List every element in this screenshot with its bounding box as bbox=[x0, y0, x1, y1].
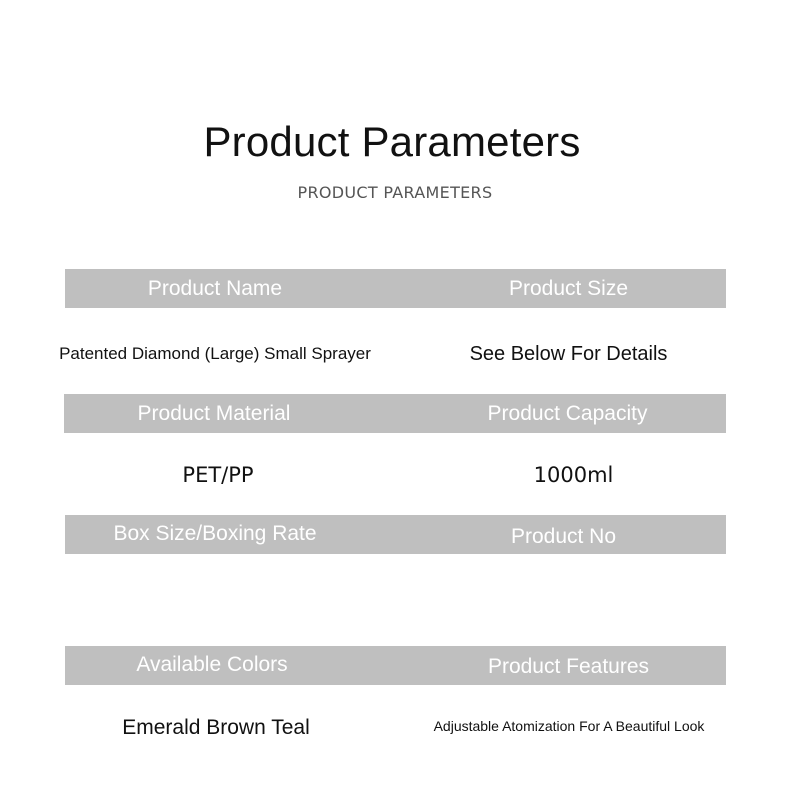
value-product-capacity: 1000ml bbox=[533, 463, 614, 487]
value-available-colors: Emerald Brown Teal bbox=[122, 716, 310, 739]
page-subtitle: PRODUCT PARAMETERS bbox=[297, 183, 493, 202]
label-product-size: Product Size bbox=[508, 277, 629, 300]
label-product-features: Product Features bbox=[487, 655, 650, 678]
label-available-colors: Available Colors bbox=[136, 653, 288, 676]
label-product-material: Product Material bbox=[137, 402, 291, 425]
label-bar-material-capacity bbox=[64, 394, 726, 433]
label-bar-colors-features bbox=[65, 646, 726, 685]
value-product-material: PET/PP bbox=[182, 463, 254, 487]
page-title: Product Parameters bbox=[203, 118, 581, 165]
label-box-size: Box Size/Boxing Rate bbox=[113, 522, 317, 545]
value-product-features: Adjustable Atomization For A Beautiful Look bbox=[433, 718, 705, 734]
label-bar-name-size bbox=[65, 269, 726, 308]
value-product-name: Patented Diamond (Large) Small Sprayer bbox=[59, 344, 371, 363]
value-product-size: See Below For Details bbox=[469, 343, 668, 365]
label-product-name: Product Name bbox=[147, 277, 283, 300]
label-product-no: Product No bbox=[510, 525, 617, 548]
label-bar-box-number bbox=[65, 515, 726, 554]
label-product-capacity: Product Capacity bbox=[487, 402, 648, 425]
